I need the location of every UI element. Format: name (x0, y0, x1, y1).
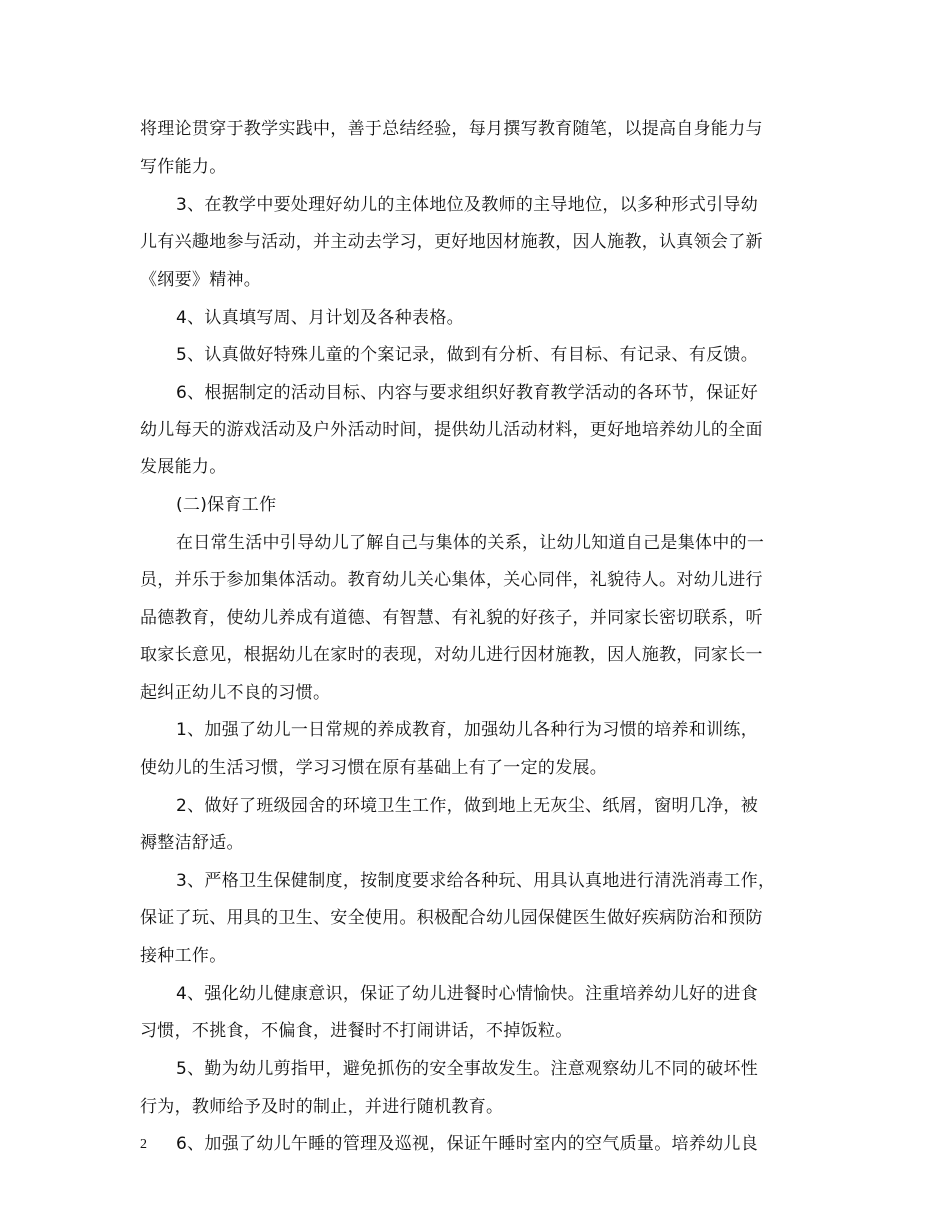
text-line: 使幼儿的生活习惯，学习习惯在原有基础上有了一定的发展。 (140, 758, 608, 778)
text-line: 品德教育，使幼儿养成有道德、有智慧、有礼貌的好孩子，并同家长密切联系，听 (140, 608, 763, 628)
text-line: 幼儿每天的游戏活动及户外活动时间，提供幼儿活动材料，更好地培养幼儿的全面 (140, 420, 763, 440)
text-line: 褥整洁舒适。 (140, 833, 244, 853)
paragraph-line: 5、勤为幼儿剪指甲，避免抓伤的安全事故发生。注意观察幼儿不同的破坏性 (176, 1059, 759, 1079)
paragraph-line: 4、认真填写周、月计划及各种表格。 (176, 308, 464, 328)
paragraph-line: 2、做好了班级园舍的环境卫生工作，做到地上无灰尘、纸屑，窗明几净，被 (176, 796, 759, 816)
text-line: 习惯，不挑食，不偏食，进餐时不打闹讲话，不掉饭粒。 (140, 1021, 573, 1041)
text-line: 行为，教师给予及时的制止，并进行随机教育。 (140, 1097, 504, 1117)
page-number: 2 (140, 1137, 147, 1152)
paragraph-line: 3、严格卫生保健制度，按制度要求给各种玩、用具认真地进行清洗消毒工作， (176, 871, 776, 891)
text-line: 取家长意见，根据幼儿在家时的表现，对幼儿进行因材施教，因人施教，同家长一 (140, 645, 763, 665)
text-line: 保证了玩、用具的卫生、安全使用。积极配合幼儿园保健医生做好疾病防治和预防 (140, 908, 763, 928)
paragraph-line: 4、强化幼儿健康意识，保证了幼儿进餐时心情愉快。注重培养幼儿好的进食 (176, 984, 759, 1004)
paragraph-line: 1、加强了幼儿一日常规的养成教育，加强幼儿各种行为习惯的培养和训练， (176, 720, 759, 740)
text-line: 员，并乐于参加集体活动。教育幼儿关心集体，关心同伴，礼貌待人。对幼儿进行 (140, 570, 763, 590)
paragraph-line: 6、加强了幼儿午睡的管理及巡视，保证午睡时室内的空气质量。培养幼儿良 (176, 1134, 759, 1154)
text-line: 写作能力。 (140, 157, 227, 177)
text-line: 起纠正幼儿不良的习惯。 (140, 683, 331, 703)
paragraph-line: 在日常生活中引导幼儿了解自己与集体的关系，让幼儿知道自己是集体中的一 (176, 533, 765, 553)
paragraph-line: 5、认真做好特殊儿童的个案记录，做到有分析、有目标、有记录、有反馈。 (176, 345, 759, 365)
paragraph-line: 3、在教学中要处理好幼儿的主体地位及教师的主导地位，以多种形式引导幼 (176, 195, 759, 215)
section-heading: (二)保育工作 (176, 495, 277, 515)
text-line: 接种工作。 (140, 946, 227, 966)
paragraph-line: 6、根据制定的活动目标、内容与要求组织好教育教学活动的各环节，保证好 (176, 383, 759, 403)
text-line: 儿有兴趣地参与活动，并主动去学习，更好地因材施教，因人施教，认真领会了新 (140, 232, 763, 252)
text-line: 将理论贯穿于教学实践中，善于总结经验，每月撰写教育随笔，以提高自身能力与 (140, 119, 763, 139)
text-line: 发展能力。 (140, 457, 227, 477)
text-line: 《纲要》精神。 (140, 270, 262, 290)
